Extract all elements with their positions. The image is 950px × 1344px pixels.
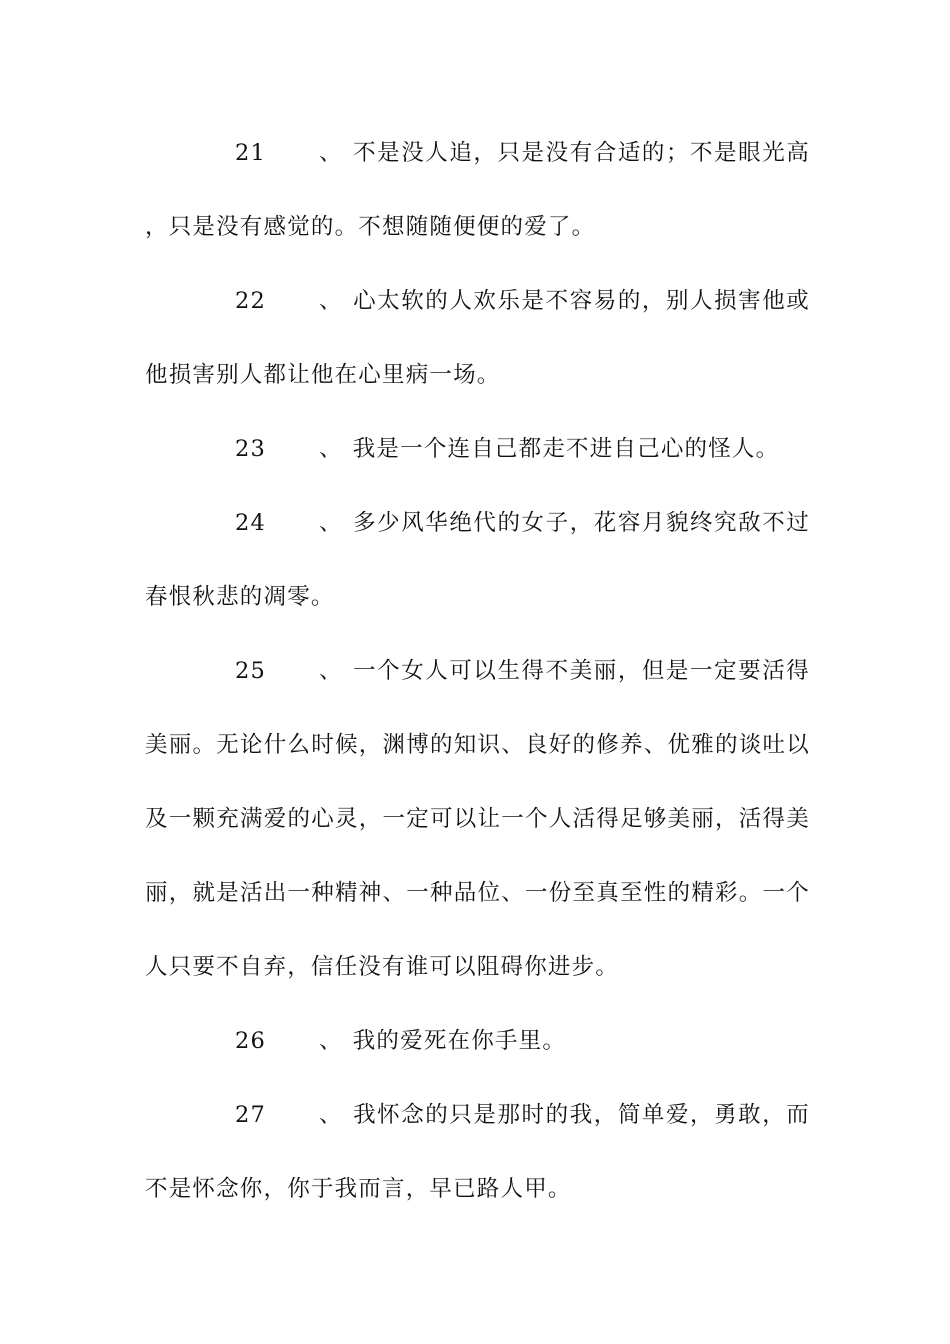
item-number: 22 — [235, 288, 267, 314]
item-number: 26 — [235, 1028, 267, 1054]
item-number: 24 — [235, 510, 267, 536]
item-text: 一个女人可以生得不美丽，但是一定要活得美丽。无论什么时候，渊博的知识、良好的修养、优雅的谈吐以及一颗充满爱的心灵，一定可以让一个人活得足够美丽，活得美丽，就是活出一种精神、一种品位、一份至真至性的精彩。一个人只要不自弃，信任没有谁可以阻碍你进步。 — [145, 658, 810, 980]
document-body — [145, 116, 810, 1226]
list-item — [145, 1004, 810, 1078]
item-number: 27 — [235, 1102, 267, 1128]
item-text: 我怀念的只是那时的我，简单爱，勇敢，而不是怀念你，你于我而言，早已路人甲。 — [145, 1102, 810, 1202]
list-item — [145, 412, 810, 486]
item-text: 我的爱死在你手里。 — [352, 1028, 567, 1054]
item-separator: 、 — [319, 1102, 343, 1128]
item-separator: 、 — [319, 510, 343, 536]
item-text: 不是没人追，只是没有合适的；不是眼光高，只是没有感觉的。不想随随便便的爱了。 — [145, 140, 810, 240]
item-text: 我是一个连自己都走不进自己心的怪人。 — [352, 436, 780, 462]
list-item — [145, 264, 810, 412]
item-separator: 、 — [319, 288, 343, 314]
item-separator: 、 — [319, 436, 343, 462]
list-item — [145, 116, 810, 264]
item-text: 心太软的人欢乐是不容易的，别人损害他或他损害别人都让他在心里病一场。 — [145, 288, 810, 388]
item-separator: 、 — [319, 1028, 343, 1054]
item-number: 23 — [235, 436, 267, 462]
item-text: 多少风华绝代的女子，花容月貌终究敌不过春恨秋悲的凋零。 — [145, 510, 810, 610]
list-item — [145, 1078, 810, 1226]
item-number: 21 — [235, 140, 267, 166]
item-separator: 、 — [319, 658, 343, 684]
list-item — [145, 634, 810, 1004]
list-item — [145, 486, 810, 634]
item-separator: 、 — [319, 140, 343, 166]
item-number: 25 — [235, 658, 267, 684]
